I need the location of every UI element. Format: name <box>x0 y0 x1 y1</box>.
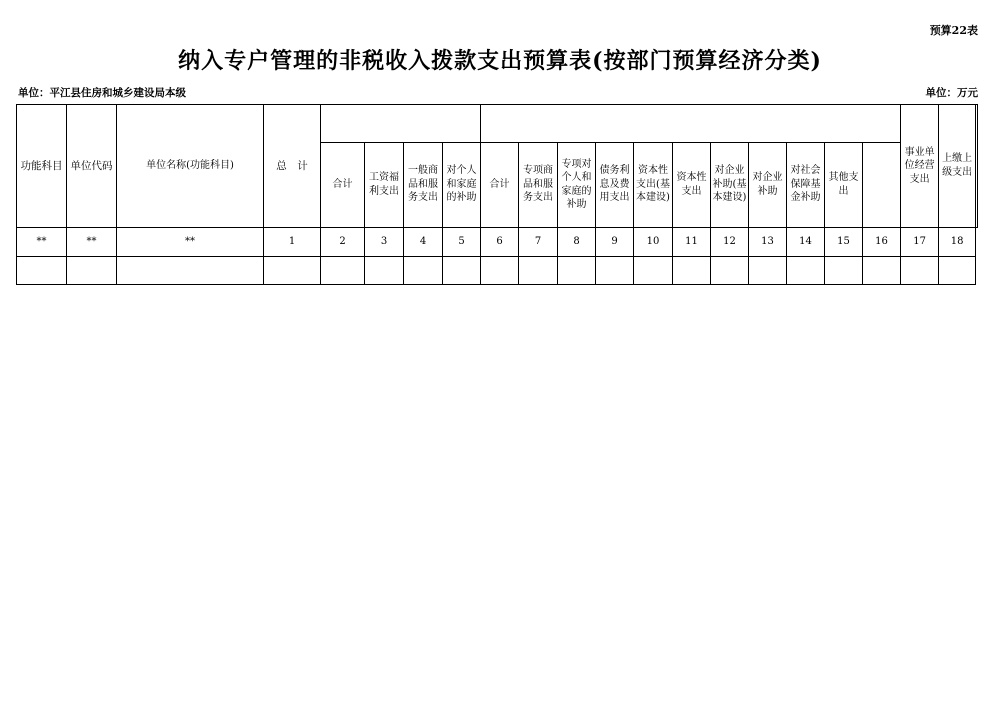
data-cell <box>321 256 365 284</box>
index-cell: 18 <box>939 227 976 256</box>
header-debt-interest: 债务利息及费用支出 <box>596 142 634 227</box>
index-cell: ** <box>117 227 264 256</box>
index-cell: 12 <box>711 227 749 256</box>
header-business-operation: 事业单位经营支出 <box>901 105 939 228</box>
index-cell: 14 <box>787 227 825 256</box>
header-special-individual: 专项对个人和家庭的补助 <box>558 142 596 227</box>
data-cell <box>365 256 404 284</box>
data-cell <box>863 256 901 284</box>
data-cell <box>67 256 117 284</box>
header-subtotal-basic: 合计 <box>321 142 365 227</box>
header-goods-services: 一般商品和服务支出 <box>404 142 443 227</box>
data-cell <box>443 256 481 284</box>
index-cell: 9 <box>596 227 634 256</box>
index-cell: 1 <box>264 227 321 256</box>
index-cell: 8 <box>558 227 596 256</box>
header-social-security: 对社会保障基金补助 <box>787 142 825 227</box>
data-cell <box>634 256 673 284</box>
data-cell <box>117 256 264 284</box>
header-remit-upper: 上缴上级支出 <box>939 105 976 228</box>
header-enterprise-construction: 对企业补助(基本建设) <box>711 142 749 227</box>
empty-data-row <box>17 256 978 284</box>
header-func-subject: 功能科目 <box>17 105 67 228</box>
index-cell: 5 <box>443 227 481 256</box>
data-cell <box>596 256 634 284</box>
index-cell: 13 <box>749 227 787 256</box>
index-cell: 4 <box>404 227 443 256</box>
index-cell: 2 <box>321 227 365 256</box>
header-special-goods: 专项商品和服务支出 <box>519 142 558 227</box>
data-cell <box>787 256 825 284</box>
index-cell: 15 <box>825 227 863 256</box>
data-cell <box>749 256 787 284</box>
header-capital-construction: 资本性支出(基本建设) <box>634 142 673 227</box>
index-cell: 6 <box>481 227 519 256</box>
unit-label: 单位：平江县住房和城乡建设局本级 <box>18 87 186 99</box>
header-unit-code: 单位代码 <box>67 105 117 228</box>
data-cell <box>673 256 711 284</box>
data-cell <box>17 256 67 284</box>
page-title: 纳入专户管理的非税收入拨款支出预算表(按部门预算经济分类) <box>178 48 822 74</box>
header-other: 其他支出 <box>825 142 863 227</box>
index-cell: 10 <box>634 227 673 256</box>
header-capital: 资本性支出 <box>673 142 711 227</box>
header-subtotal-project: 合计 <box>481 142 519 227</box>
header-group-basic <box>321 105 481 143</box>
index-cell: 3 <box>365 227 404 256</box>
currency-unit-label: 单位：万元 <box>925 87 978 99</box>
data-cell <box>939 256 976 284</box>
header-individual-subsidy: 对个人和家庭的补助 <box>443 142 481 227</box>
data-cell <box>264 256 321 284</box>
data-cell <box>404 256 443 284</box>
index-row <box>17 227 978 256</box>
data-cell <box>519 256 558 284</box>
form-number: 预算22表 <box>929 24 978 37</box>
index-cell: 17 <box>901 227 939 256</box>
header-enterprise-subsidy: 对企业补助 <box>749 142 787 227</box>
data-cell <box>481 256 519 284</box>
index-cell: ** <box>67 227 117 256</box>
header-wage: 工资福利支出 <box>365 142 404 227</box>
data-cell <box>558 256 596 284</box>
header-affiliated-subsidy <box>976 105 978 228</box>
index-cell: 16 <box>863 227 901 256</box>
header-group-project <box>481 105 901 143</box>
data-cell <box>901 256 939 284</box>
index-cell: 7 <box>519 227 558 256</box>
header-total: 总 计 <box>264 105 321 228</box>
data-cell <box>711 256 749 284</box>
budget-table <box>16 104 978 285</box>
data-cell <box>825 256 863 284</box>
header-unit-name: 单位名称(功能科目) <box>117 105 264 228</box>
index-cell: 11 <box>673 227 711 256</box>
index-cell: ** <box>17 227 67 256</box>
